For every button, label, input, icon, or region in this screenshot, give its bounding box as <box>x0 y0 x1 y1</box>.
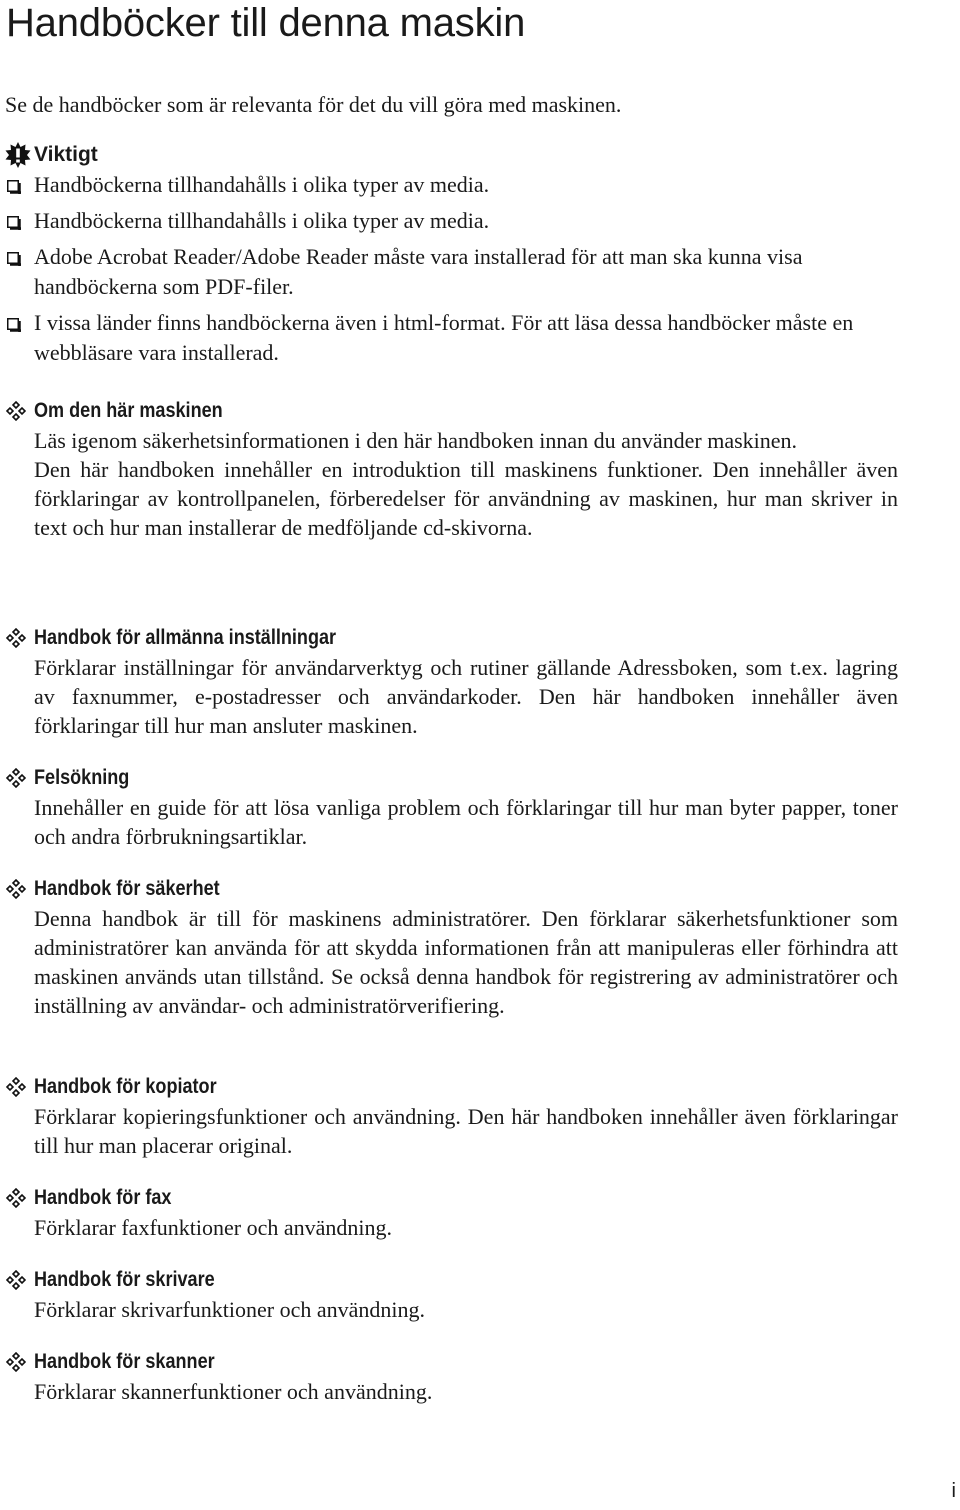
list-item-text: Handböckerna tillhandahålls i olika typer av media. <box>34 208 490 233</box>
section-about-machine <box>0 396 960 542</box>
section-heading <box>0 1347 960 1377</box>
section-paragraph: Förklarar inställningar för användarverktyg och rutiner gällande Adressboken, som t.ex. lagring av faxnummer, e-postadresser och användarkoder. Den här handboken innehåller även förklaringar till hur man ansluter maskinen. <box>34 655 898 738</box>
section-title: Handbok för skanner <box>34 1350 215 1373</box>
section-title: Om den här maskinen <box>34 399 223 422</box>
section-title: Handbok för allmänna inställningar <box>34 626 337 649</box>
section-body <box>34 1102 898 1160</box>
section-security <box>0 874 960 1020</box>
important-list <box>0 170 960 374</box>
section-title: Handbok för skrivare <box>34 1268 215 1291</box>
section-heading <box>0 396 960 426</box>
checkbox-bullet-icon <box>7 180 21 194</box>
list-item-text: Handböckerna tillhandahålls i olika typer av media. <box>34 172 490 197</box>
checkbox-bullet-icon <box>7 216 21 230</box>
checkbox-bullet-icon <box>7 318 21 332</box>
section-paragraph: Förklarar kopieringsfunktioner och användning. Den här handboken innehåller även förklaringar till hur man placerar original. <box>34 1104 898 1158</box>
section-general-settings <box>0 623 960 740</box>
diamond-bullet-icon <box>6 1270 26 1290</box>
section-body <box>34 904 898 1020</box>
diamond-bullet-icon <box>6 1077 26 1097</box>
section-printer <box>0 1265 960 1324</box>
list-item-text: Adobe Acrobat Reader/Adobe Reader måste vara installerad för att man ska kunna visa handböckerna som PDF-filer. <box>34 244 803 299</box>
diamond-bullet-icon <box>6 628 26 648</box>
section-title: Handbok för kopiator <box>34 1075 217 1098</box>
page-number: i <box>951 1480 956 1502</box>
section-body <box>34 1295 898 1324</box>
diamond-bullet-icon <box>6 401 26 421</box>
section-paragraph: Läs igenom säkerhetsinformationen i den här handboken innan du använder maskinen. <box>34 428 798 453</box>
section-body <box>34 793 898 851</box>
section-body <box>34 426 898 542</box>
page-title: Handböcker till denna maskin <box>6 1 526 45</box>
section-paragraph: Förklarar faxfunktioner och användning. <box>34 1215 392 1240</box>
section-fax <box>0 1183 960 1242</box>
list-item <box>0 206 900 236</box>
list-item <box>0 308 900 368</box>
diamond-bullet-icon <box>6 1352 26 1372</box>
important-icon <box>4 141 32 169</box>
list-item <box>0 242 900 302</box>
section-paragraph: Förklarar skannerfunktioner och användning. <box>34 1379 433 1404</box>
section-heading <box>0 1072 960 1102</box>
section-heading <box>0 623 960 653</box>
section-heading <box>0 763 960 793</box>
section-heading <box>0 874 960 904</box>
section-heading <box>0 1265 960 1295</box>
list-item <box>0 170 900 200</box>
intro-text: Se de handböcker som är relevanta för det du vill göra med maskinen. <box>5 92 622 117</box>
important-heading <box>4 141 98 169</box>
section-paragraph: Den här handboken innehåller en introduktion till maskinens funktioner. Den innehåller även förklaringar av kontrollpanelen, förberedelser för användning av maskinen, hur man skriver in text och hur man installerar de medföljande cd-skivorna. <box>34 457 898 540</box>
diamond-bullet-icon <box>6 768 26 788</box>
checkbox-bullet-icon <box>7 252 21 266</box>
section-scanner <box>0 1347 960 1406</box>
section-heading <box>0 1183 960 1213</box>
section-troubleshooting <box>0 763 960 851</box>
important-label: Viktigt <box>34 143 98 166</box>
section-title: Handbok för fax <box>34 1186 172 1209</box>
section-paragraph: Denna handbok är till för maskinens administratörer. Den förklarar säkerhetsfunktioner som administratörer kan använda för att skydda informationen från att manipuleras eller förhindra att maskinen används utan tillstånd. Se också denna handbok för registrering av administratörer och inställning av användar- och administratörverifiering. <box>34 906 898 1018</box>
section-paragraph: Förklarar skrivarfunktioner och användning. <box>34 1297 425 1322</box>
section-paragraph: Innehåller en guide för att lösa vanliga problem och förklaringar till hur man byter papper, toner och andra förbrukningsartiklar. <box>34 795 898 849</box>
section-body <box>34 1377 898 1406</box>
section-body <box>34 1213 898 1242</box>
list-item-text: I vissa länder finns handböckerna även i html-format. För att läsa dessa handböcker måste en webbläsare vara installerad. <box>34 310 854 365</box>
section-body <box>34 653 898 740</box>
diamond-bullet-icon <box>6 1188 26 1208</box>
section-title: Handbok för säkerhet <box>34 877 220 900</box>
section-title: Felsökning <box>34 766 130 789</box>
section-copier <box>0 1072 960 1160</box>
diamond-bullet-icon <box>6 879 26 899</box>
